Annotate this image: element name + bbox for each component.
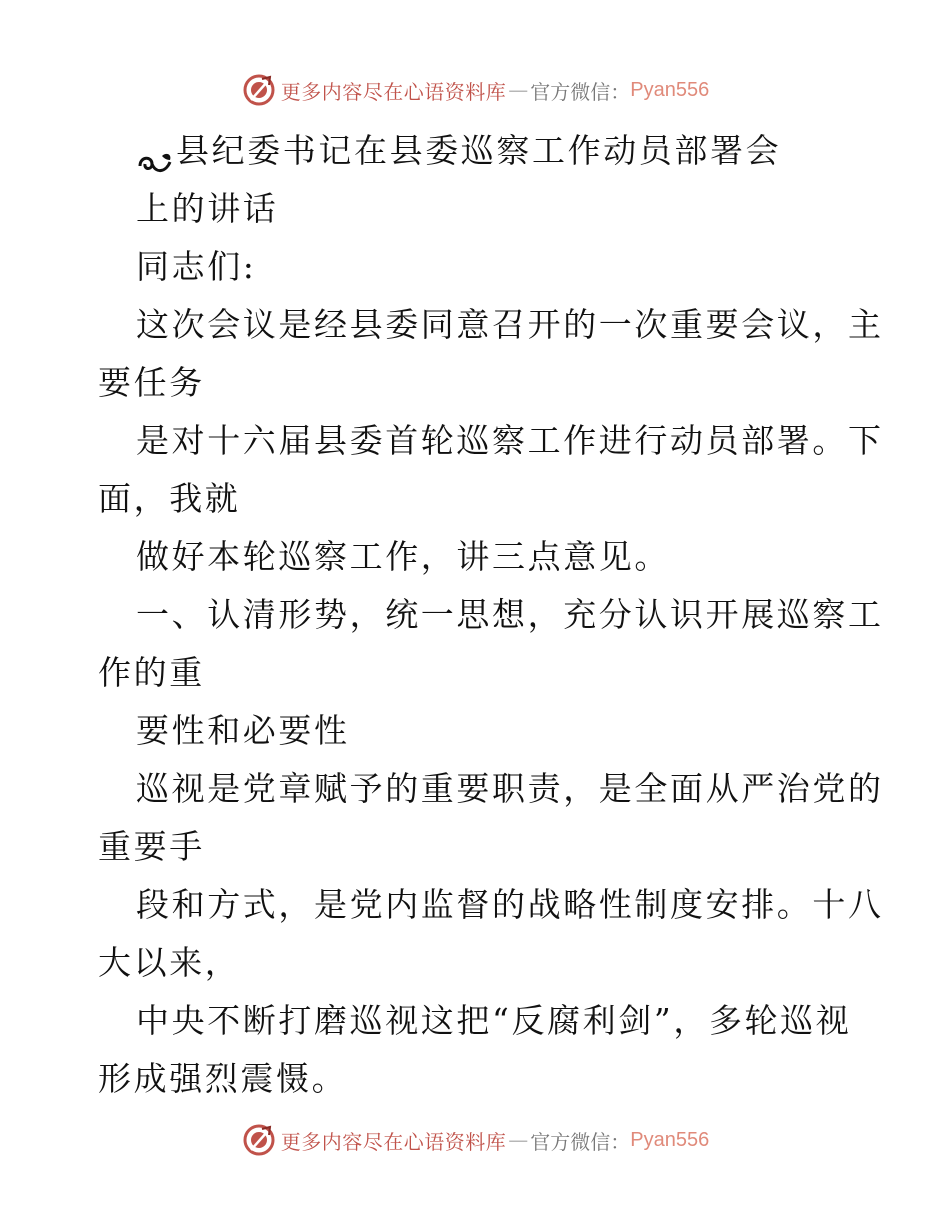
paragraph-line: 面，我就 bbox=[98, 479, 241, 518]
paragraph-line: 同志们: bbox=[136, 247, 257, 286]
paragraph-line: 巡视是党章赋予的重要职责，是全面从严治党的 bbox=[136, 769, 884, 808]
watermark-separator: — bbox=[508, 1128, 529, 1152]
document-title-line-2: 上的讲话 bbox=[136, 189, 279, 228]
footer-watermark bbox=[0, 1120, 950, 1160]
watermark-wechat-id: Pyan556 bbox=[630, 78, 710, 101]
watermark-text: 更多内容尽在心语资料库 bbox=[280, 79, 507, 104]
paragraph-line: 大以来， bbox=[98, 943, 241, 982]
document-title-line-1 bbox=[136, 122, 781, 180]
document-title: 县纪委书记在县委巡察工作动员部署会 bbox=[176, 131, 782, 170]
watermark-official-label: 官方微信： bbox=[530, 79, 631, 104]
header-watermark bbox=[0, 70, 950, 110]
brand-seal-icon bbox=[241, 72, 277, 108]
watermark-wechat-id: Pyan556 bbox=[630, 1128, 710, 1151]
paragraph-line: 做好本轮巡察工作，讲三点意见。 bbox=[136, 537, 670, 576]
watermark-official-label: 官方微信： bbox=[530, 1129, 631, 1154]
brand-seal-icon bbox=[241, 1122, 277, 1158]
section-heading-line: 一、认清形势，统一思想，充分认识开展巡察工 bbox=[136, 595, 884, 634]
paragraph-line: 形成强烈震慑。 bbox=[98, 1059, 348, 1098]
watermark-separator: — bbox=[508, 78, 529, 102]
section-heading-line: 作的重 bbox=[98, 653, 205, 692]
paragraph-line: 重要手 bbox=[98, 827, 205, 866]
flower-ornament-icon bbox=[136, 138, 174, 168]
watermark-text: 更多内容尽在心语资料库 bbox=[280, 1129, 507, 1154]
paragraph-line: 中央不断打磨巡视这把“反腐利剑”，多轮巡视 bbox=[136, 1001, 852, 1040]
section-heading-line: 要性和必要性 bbox=[136, 711, 350, 750]
paragraph-line: 段和方式，是党内监督的战略性制度安排。十八 bbox=[136, 885, 884, 924]
paragraph-line: 要任务 bbox=[98, 363, 205, 402]
paragraph-line: 是对十六届县委首轮巡察工作进行动员部署。下 bbox=[136, 421, 884, 460]
paragraph-line: 这次会议是经县委同意召开的一次重要会议，主 bbox=[136, 305, 884, 344]
